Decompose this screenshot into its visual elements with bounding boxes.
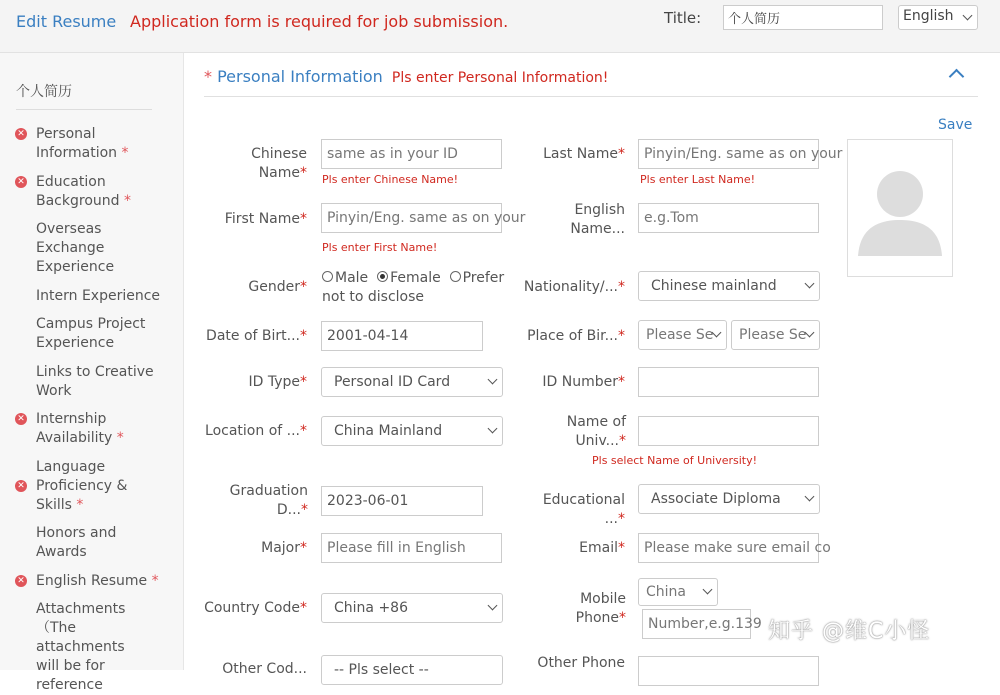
pob-city-select[interactable] <box>731 320 820 350</box>
sidebar-item-internship-availability[interactable] <box>17 410 146 448</box>
sidebar-item-label: English Resume <box>36 573 148 589</box>
sidebar-item-campus-project[interactable] <box>36 315 156 353</box>
chevron-down-icon <box>963 10 973 20</box>
sidebar-item-personal-information[interactable] <box>17 125 156 163</box>
required-mark: * <box>123 193 131 209</box>
radio-selected-icon <box>377 271 388 282</box>
country-code-value: China +86 <box>334 600 408 616</box>
collapse-caret-icon[interactable] <box>949 69 965 85</box>
english-name-label: English Name... <box>570 202 625 237</box>
sidebar-item-education-background[interactable] <box>17 173 156 211</box>
required-mark: * <box>151 573 159 589</box>
sidebar-item-overseas-exchange[interactable] <box>36 220 136 277</box>
other-code-value: -- Pls select -- <box>334 662 429 678</box>
sidebar-item-label: Intern Experience <box>36 288 161 304</box>
other-phone-label: Other Phone <box>537 655 625 671</box>
sidebar-item-label: Personal Information <box>36 126 118 161</box>
sidebar-item-language-proficiency[interactable] <box>17 458 146 515</box>
other-code-label: Other Cod... <box>222 661 307 677</box>
mobile-region-select[interactable] <box>638 578 718 606</box>
chevron-down-icon <box>488 424 498 434</box>
section-header <box>204 67 608 86</box>
edit-resume-link[interactable]: Edit Resume <box>16 12 117 31</box>
sidebar-item-label: Language Proficiency & Skills <box>36 459 128 513</box>
location-value: China Mainland <box>334 423 443 439</box>
first-name-error: Pls enter First Name! <box>322 241 438 254</box>
english-name-input[interactable]: e.g.Tom <box>638 203 819 233</box>
major-input[interactable]: Please fill in English <box>321 533 502 563</box>
sidebar-divider <box>16 109 152 110</box>
sidebar-title: 个人简历 <box>16 84 72 100</box>
sidebar-item-label: Links to Creative Work <box>36 364 154 399</box>
sidebar-item-label: Education Background <box>36 174 120 209</box>
avatar-placeholder-icon <box>848 140 952 276</box>
mobile-label: Mobile Phone* <box>575 591 626 626</box>
title-label: Title: <box>664 9 702 27</box>
location-select[interactable] <box>321 416 503 446</box>
pob-province-select[interactable] <box>638 320 727 350</box>
error-icon: ✕ <box>15 575 27 587</box>
sidebar-item-honors-awards[interactable] <box>36 524 156 562</box>
gender-label: Gender* <box>248 279 307 295</box>
dob-input[interactable]: 2001-04-14 <box>321 321 483 351</box>
chevron-down-icon <box>805 492 815 502</box>
required-message: Application form is required for job submission. <box>130 12 509 31</box>
location-label: Location of ...* <box>205 423 307 439</box>
chinese-name-input[interactable]: same as in your ID <box>321 139 502 169</box>
pob-city-value: Please Se <box>739 327 807 343</box>
gender-male-option[interactable]: Male <box>322 270 368 286</box>
id-number-label: ID Number* <box>542 374 625 390</box>
required-mark: * <box>121 145 129 161</box>
sidebar-item-creative-work[interactable] <box>36 363 156 401</box>
sidebar-item-english-resume[interactable] <box>17 572 171 591</box>
email-input[interactable]: Please make sure email co <box>638 533 819 563</box>
radio-icon <box>322 271 333 282</box>
dob-label: Date of Birt...* <box>206 328 307 344</box>
university-error: Pls select Name of University! <box>592 454 758 467</box>
country-code-select[interactable] <box>321 593 503 623</box>
section-divider <box>204 96 978 97</box>
country-code-label: Country Code* <box>204 600 307 616</box>
chevron-down-icon <box>488 375 498 385</box>
nationality-value: Chinese mainland <box>651 278 777 294</box>
last-name-input[interactable]: Pinyin/Eng. same as on your <box>638 139 819 169</box>
first-name-input[interactable]: Pinyin/Eng. same as on your <box>321 203 502 233</box>
sidebar-item-intern-experience[interactable] <box>36 287 161 306</box>
sidebar-item-attachments[interactable] <box>36 600 151 695</box>
id-type-label: ID Type* <box>248 374 307 390</box>
title-input[interactable]: 个人简历 <box>723 5 883 30</box>
sidebar-item-label: Honors and Awards <box>36 525 117 560</box>
nationality-label: Nationality/...* <box>523 279 625 295</box>
watermark: 知乎 @维C小怪 <box>768 619 931 644</box>
last-name-error: Pls enter Last Name! <box>640 173 756 186</box>
last-name-label: Last Name* <box>543 146 625 162</box>
graduation-input[interactable]: 2023-06-01 <box>321 486 483 516</box>
chevron-down-icon <box>703 585 713 595</box>
mobile-region-value: China <box>646 584 686 600</box>
education-label: Educational ...* <box>542 492 625 527</box>
section-title: Personal Information <box>217 67 383 86</box>
pob-label: Place of Bir...* <box>527 328 625 344</box>
id-type-value: Personal ID Card <box>334 374 451 390</box>
radio-icon <box>450 271 461 282</box>
id-number-input[interactable] <box>638 367 819 397</box>
error-icon: ✕ <box>15 176 27 188</box>
sidebar-item-label: Overseas Exchange Experience <box>36 221 115 275</box>
required-mark: * <box>76 497 84 513</box>
email-label: Email* <box>579 540 625 556</box>
major-label: Major* <box>261 540 307 556</box>
education-select[interactable] <box>638 484 820 514</box>
id-type-select[interactable] <box>321 367 503 397</box>
chinese-name-label: Chinese Name* <box>251 146 307 181</box>
save-button[interactable]: Save <box>938 117 973 133</box>
education-value: Associate Diploma <box>651 491 781 507</box>
required-mark: * <box>116 430 124 446</box>
chinese-name-error: Pls enter Chinese Name! <box>322 173 459 186</box>
language-value: English <box>903 8 954 24</box>
first-name-label: First Name* <box>224 211 307 227</box>
gender-radio-group <box>322 269 522 307</box>
sidebar <box>0 53 184 693</box>
chevron-down-icon <box>488 601 498 611</box>
pob-province-value: Please Se <box>646 327 714 343</box>
university-input[interactable] <box>638 416 819 446</box>
nationality-select[interactable] <box>638 271 820 301</box>
sidebar-item-label: Attachments （The attachments will be for reference <box>36 601 126 693</box>
gender-prefer-not-option[interactable]: Prefer not to disclose <box>322 270 505 305</box>
mobile-number-input[interactable]: Number,e.g.139 <box>642 609 751 639</box>
graduation-label: Graduation D...* <box>229 483 308 518</box>
error-icon: ✕ <box>15 480 27 492</box>
error-icon: ✕ <box>15 128 27 140</box>
language-select[interactable] <box>898 5 978 30</box>
sidebar-item-label: Campus Project Experience <box>36 316 146 351</box>
sidebar-item-label: Internship Availability <box>36 411 113 446</box>
university-label: Name of Univ...* <box>566 414 626 449</box>
other-phone-input[interactable] <box>638 656 819 686</box>
chevron-down-icon <box>805 279 815 289</box>
avatar-upload[interactable] <box>847 139 953 277</box>
error-icon: ✕ <box>15 413 27 425</box>
other-code-select[interactable] <box>321 655 503 685</box>
gender-female-option[interactable]: Female <box>377 270 441 286</box>
section-hint: Pls enter Personal Information! <box>391 70 609 86</box>
required-mark: * <box>204 67 212 86</box>
